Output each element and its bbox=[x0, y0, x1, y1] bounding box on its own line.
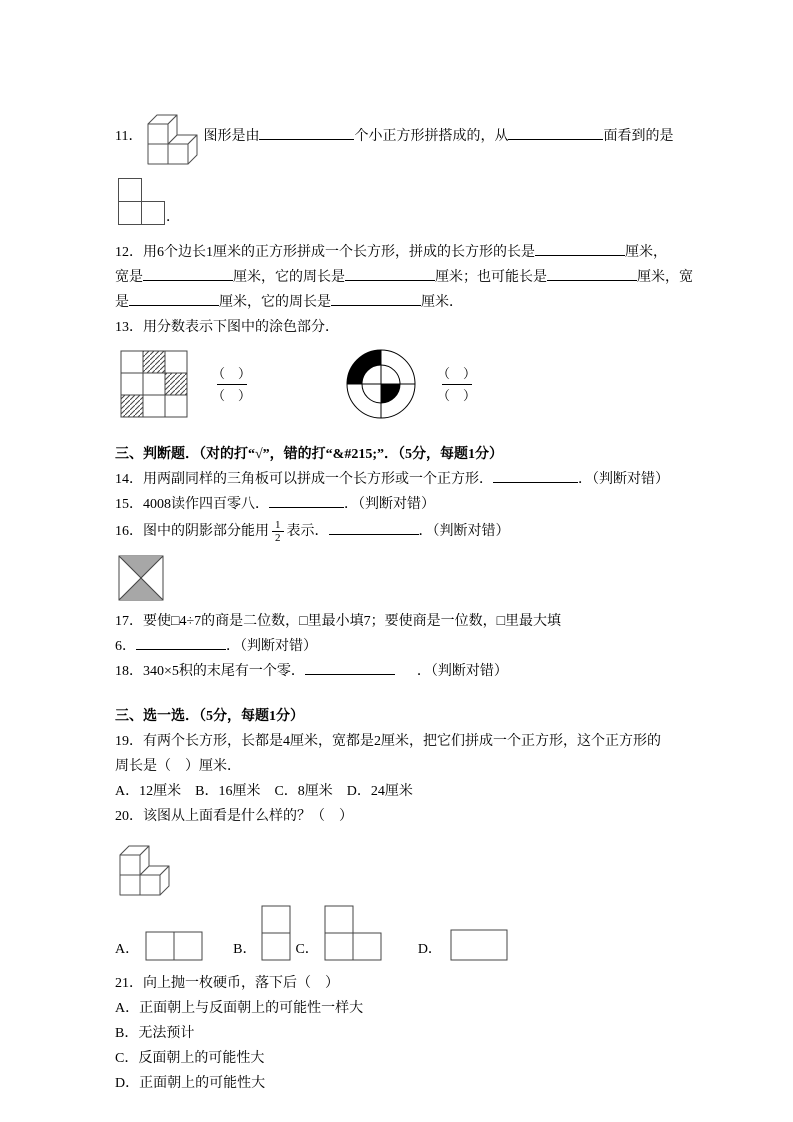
answer-blank bbox=[136, 636, 226, 650]
text-segment: 面看到的是 bbox=[603, 129, 674, 144]
question-16 bbox=[115, 517, 697, 547]
question-20-text: 20．该图从上面看是什么样的？（ ） bbox=[115, 809, 353, 824]
answer-blank bbox=[143, 267, 233, 281]
paren-blank: （ ） bbox=[212, 387, 252, 403]
question-19-options: A．12厘米 B．16厘米 C．8厘米 D．24厘米 bbox=[115, 784, 413, 799]
question-11-number: 11． bbox=[115, 129, 143, 144]
question-17-line-1: 17．要使□4÷7的商是二位数，□里最小填7；要使商是一位数，□里最大填 bbox=[115, 614, 562, 629]
answer-blank bbox=[508, 126, 603, 140]
question-13-figures bbox=[120, 346, 697, 422]
text-segment: 厘米；也可能长是 bbox=[435, 270, 547, 285]
cube-stack-figure-icon bbox=[146, 104, 199, 166]
question-11-line-1 bbox=[115, 104, 697, 166]
text-segment: 表示． bbox=[286, 524, 329, 539]
text-segment: 15．4008读作四百零八． bbox=[115, 497, 269, 512]
text-segment: 6． bbox=[115, 639, 136, 654]
option-c-label: C． bbox=[295, 942, 319, 957]
shaded-circle-figure-icon bbox=[343, 346, 419, 422]
option-a-label: A． bbox=[115, 942, 140, 957]
paren-blank: （ ） bbox=[212, 365, 252, 381]
cube-stack-figure-icon bbox=[118, 835, 171, 897]
question-18 bbox=[115, 659, 697, 684]
question-19-line-2: 周长是（ ）厘米． bbox=[115, 759, 241, 774]
text-segment: 12．用6个边长1厘米的正方形拼成一个长方形，拼成的长方形的长是 bbox=[115, 245, 535, 260]
text-segment: 18．340×5积的末尾有一个零． bbox=[115, 664, 305, 679]
option-d-label: D． bbox=[417, 942, 442, 957]
text-segment: ．（判断对错） bbox=[578, 472, 669, 487]
fraction-answer-blank bbox=[437, 366, 476, 403]
question-12-line-2 bbox=[115, 265, 697, 290]
answer-blank bbox=[331, 292, 421, 306]
text-segment: 是 bbox=[115, 295, 129, 310]
answer-blank bbox=[535, 242, 625, 256]
paren-blank: （ ） bbox=[437, 365, 477, 381]
answer-blank bbox=[305, 661, 395, 675]
fraction-one-half bbox=[272, 519, 284, 544]
question-21-option-b: B．无法预计 bbox=[115, 1026, 195, 1041]
text-segment: ．（判断对错） bbox=[416, 664, 508, 679]
text-segment: 个小正方形拼搭成的，从 bbox=[354, 129, 509, 144]
question-21-option-a: A．正面朝上与反面朝上的可能性一样大 bbox=[115, 1001, 364, 1016]
text-segment: 图形是由 bbox=[203, 129, 260, 144]
option-c-figure-icon bbox=[324, 905, 382, 961]
text-segment: 宽是 bbox=[115, 270, 143, 285]
question-12-line-3 bbox=[115, 290, 697, 315]
text-segment: 16．图中的阴影部分能用 bbox=[115, 524, 269, 539]
question-15 bbox=[115, 492, 697, 517]
text-segment: ．（判断对错） bbox=[344, 497, 435, 512]
question-19-line-1: 19．有两个长方形，长都是4厘米，宽都是2厘米，把它们拼成一个正方形，这个正方形的 bbox=[115, 734, 661, 749]
question-21-option-c: C．反面朝上的可能性大 bbox=[115, 1051, 265, 1066]
question-11-line-2 bbox=[118, 178, 697, 226]
option-b-label: B． bbox=[233, 942, 257, 957]
fraction-bar bbox=[442, 384, 472, 385]
text-segment: 14．用两副同样的三角板可以拼成一个长方形或一个正方形． bbox=[115, 472, 493, 487]
text-segment: 厘米，它的周长是 bbox=[219, 295, 331, 310]
option-a-figure-icon bbox=[145, 931, 203, 961]
text-segment: 厘米， bbox=[625, 245, 667, 260]
section-choice-title: 三、选一选．（5分，每题1分） bbox=[115, 709, 304, 724]
answer-blank bbox=[345, 267, 435, 281]
shaded-square-figure-icon bbox=[118, 555, 164, 601]
fraction-answer-blank bbox=[212, 366, 251, 403]
text-segment: 厘米． bbox=[421, 295, 463, 310]
fraction-denominator: 2 bbox=[275, 532, 281, 545]
shaded-grid-figure-icon bbox=[120, 350, 188, 418]
question-20-options bbox=[115, 905, 697, 961]
question-21-text: 21．向上抛一枚硬币，落下后（ ） bbox=[115, 976, 339, 991]
question-13-text: 13．用分数表示下图中的涂色部分． bbox=[115, 320, 339, 335]
question-11-text bbox=[203, 125, 673, 145]
option-b-figure-icon bbox=[261, 905, 291, 961]
answer-blank bbox=[329, 521, 419, 535]
paren-blank: （ ） bbox=[437, 387, 477, 403]
question-17-line-2 bbox=[115, 634, 697, 659]
answer-blank bbox=[259, 126, 354, 140]
answer-blank bbox=[269, 494, 344, 508]
option-d-figure-icon bbox=[450, 929, 508, 961]
text-segment: ． bbox=[166, 210, 180, 225]
question-21-option-d: D．正面朝上的可能性大 bbox=[115, 1076, 266, 1091]
answer-blank bbox=[493, 469, 578, 483]
question-14 bbox=[115, 467, 697, 492]
text-segment: ．（判断对错） bbox=[418, 524, 510, 539]
answer-blank bbox=[547, 267, 637, 281]
text-segment: 厘米，宽 bbox=[637, 270, 693, 285]
answer-blank bbox=[129, 292, 219, 306]
text-segment: ．（判断对错） bbox=[226, 639, 317, 654]
fraction-numerator: 1 bbox=[272, 519, 284, 532]
fraction-bar bbox=[217, 384, 247, 385]
question-12-line-1 bbox=[115, 240, 697, 265]
text-segment: 厘米，它的周长是 bbox=[233, 270, 345, 285]
l-tromino-figure-icon bbox=[118, 178, 166, 226]
section-judge-title: 三、判断题．（对的打“√”，错的打“&#215;”．（5分，每题1分） bbox=[115, 447, 504, 462]
